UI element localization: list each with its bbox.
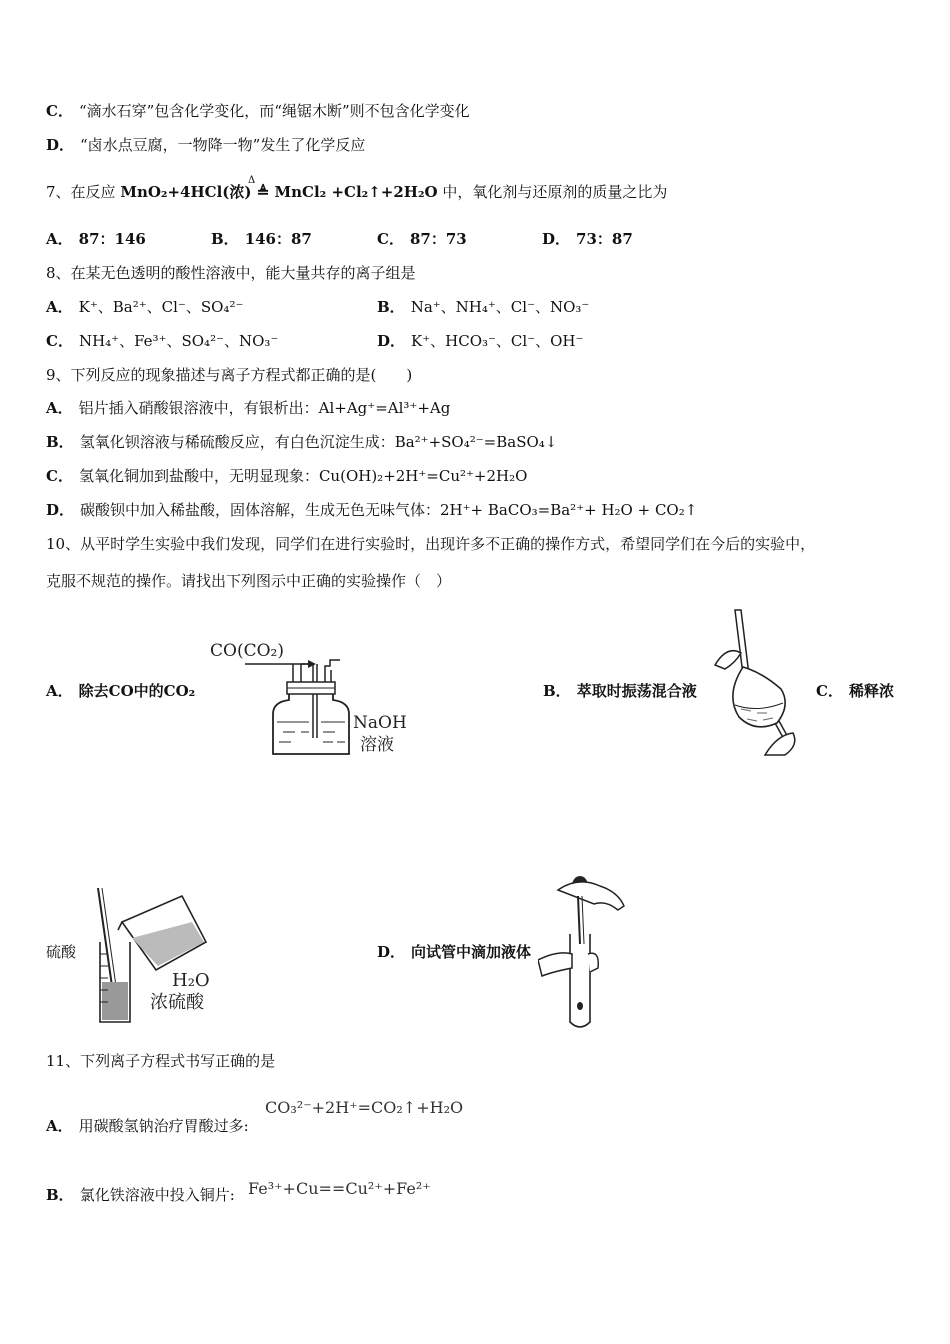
q11-option-a: A． 用碳酸氢钠治疗胃酸过多: <box>46 1117 249 1135</box>
q9-option-d: D． 碳酸钡中加入稀盐酸，固体溶解，生成无色无味气体：2H⁺+ BaCO₃=Ba²⁺+ H₂O + CO₂↑ <box>46 501 698 519</box>
q8-stem: 8、在某无色透明的酸性溶液中，能大量共存的离子组是 <box>46 264 416 282</box>
q7-pre: 在反应 <box>70 183 116 201</box>
q7-stem <box>46 181 667 203</box>
q8-option-a: A． K⁺、Ba²⁺、Cl⁻、SO₄²⁻ <box>46 298 244 316</box>
option-label: D． <box>46 136 75 154</box>
q10-stem-line1: 10、从平时学生实验中我们发现，同学们在进行实验时，出现许多不正确的操作方式，希望同学们在今后的实验中， <box>46 535 816 553</box>
q10-stem-line2: 克服不规范的操作。请找出下列图示中正确的实验操作（ ） <box>46 572 452 590</box>
q8-option-c: C． NH₄⁺、Fe³⁺、SO₄²⁻、NO₃⁻ <box>46 332 279 350</box>
option-text: “卤水点豆腐，一物降一物”发生了化学反应 <box>80 136 366 154</box>
q7-option-d: D． 73：87 <box>542 230 633 248</box>
gas-washing-bottle-figure <box>205 638 425 763</box>
q9-stem: 9、下列反应的现象描述与离子方程式都正确的是( ) <box>46 366 413 384</box>
gas-label: CO(CO₂) <box>210 641 284 661</box>
q9-option-a: A． 铝片插入硝酸银溶液中，有银析出：Al+Ag⁺=Al³⁺+Ag <box>46 399 451 417</box>
delta-mark: Δ <box>248 175 256 186</box>
q8-option-d: D． K⁺、HCO₃⁻、Cl⁻、OH⁻ <box>377 332 584 350</box>
q7-option-a: A． 87：146 <box>46 230 146 248</box>
q6-option-d <box>46 134 365 156</box>
question-number: 7、 <box>46 183 71 201</box>
q10-option-c: C． 稀释浓 <box>816 682 894 700</box>
q11-option-b-equation: Fe³⁺+Cu==Cu²⁺+Fe²⁺ <box>248 1179 431 1198</box>
option-text: “滴水石穿”包含化学变化，而“绳锯木断”则不包含化学变化 <box>78 102 470 120</box>
reagent-label-1: NaOH <box>353 713 407 733</box>
separatory-funnel-figure <box>705 605 805 765</box>
q10-option-b: B． 萃取时振荡混合液 <box>543 682 697 700</box>
q11-option-b: B． 氯化铁溶液中投入铜片: <box>46 1186 235 1204</box>
q6-option-c <box>46 100 470 122</box>
q7-post: 中，氧化剂与还原剂的质量之比为 <box>442 183 668 201</box>
q9-option-c: C． 氢氧化铜加到盐酸中，无明显现象：Cu(OH)₂+2H⁺=Cu²⁺+2H₂O <box>46 467 528 485</box>
q10-option-d: D． 向试管中滴加液体 <box>377 943 532 961</box>
option-label: C． <box>46 102 73 120</box>
dilution-figure <box>92 882 232 1027</box>
q10-option-a: A． 除去CO中的CO₂ <box>46 682 196 700</box>
q11-option-a-equation: CO₃²⁻+2H⁺=CO₂↑+H₂O <box>265 1098 464 1117</box>
q7-equation: MnO₂+4HCl(浓) ≜ MnCl₂ +Cl₂↑+2H₂O <box>120 183 438 201</box>
q9-option-b: B． 氢氧化钡溶液与稀硫酸反应，有白色沉淀生成：Ba²⁺+SO₄²⁻=BaSO₄↓ <box>46 433 558 451</box>
q7-option-c: C． 87：73 <box>377 230 467 248</box>
reagent-label-2: 溶液 <box>360 735 394 755</box>
dropper-figure <box>538 872 638 1032</box>
q8-option-b: B． Na⁺、NH₄⁺、Cl⁻、NO₃⁻ <box>377 298 590 316</box>
q11-stem: 11、下列离子方程式书写正确的是 <box>46 1052 276 1070</box>
q10-option-c-cont: 硫酸 <box>46 943 77 961</box>
q7-option-b: B． 146：87 <box>211 230 312 248</box>
acid-label: 浓硫酸 <box>150 992 204 1013</box>
water-label: H₂O <box>172 970 210 991</box>
